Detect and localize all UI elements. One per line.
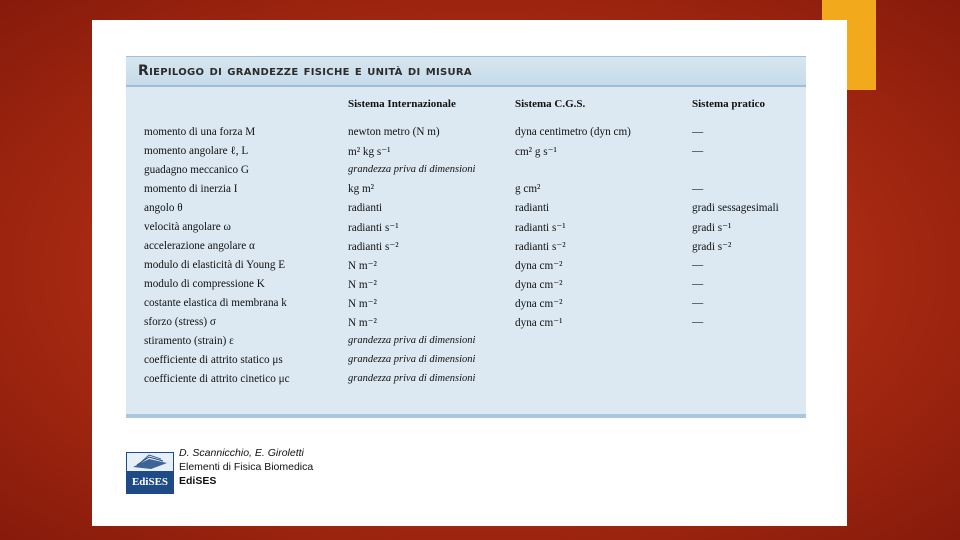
publisher-name: EdiSES (179, 475, 217, 487)
quantity-cell: modulo di compressione K (144, 278, 265, 290)
quantity-cell: coefficiente di attrito cinetico μc (144, 373, 290, 385)
table-row (126, 202, 806, 221)
publisher-block (126, 446, 426, 496)
practical-cell: gradi s⁻² (692, 241, 732, 253)
logo-label: EdiSES (127, 471, 173, 493)
book-title: Elementi di Fisica Biomedica (179, 461, 314, 473)
table-row (126, 183, 806, 202)
si-cell: radianti s⁻¹ (348, 222, 399, 234)
table-body (126, 126, 806, 392)
quantity-cell: accelerazione angolare α (144, 240, 255, 252)
book-icon (127, 453, 173, 471)
table-row (126, 221, 806, 240)
cgs-cell: g cm² (515, 183, 541, 195)
cgs-cell: dyna centimetro (dyn cm) (515, 126, 631, 138)
si-cell: grandezza priva di dimensioni (348, 335, 476, 346)
practical-cell: — (692, 316, 704, 328)
cgs-cell: dyna cm⁻² (515, 298, 563, 310)
quantity-cell: velocità angolare ω (144, 221, 231, 233)
practical-cell: gradi s⁻¹ (692, 222, 732, 234)
quantity-cell: coefficiente di attrito statico μs (144, 354, 283, 366)
quantity-cell: momento angolare ℓ, L (144, 145, 249, 157)
table-row (126, 259, 806, 278)
summary-table (126, 56, 806, 418)
slide-content (92, 20, 847, 526)
table-row (126, 316, 806, 335)
table-row (126, 240, 806, 259)
practical-cell: — (692, 297, 704, 309)
table-row (126, 164, 806, 183)
table-row (126, 278, 806, 297)
si-cell: N m⁻² (348, 317, 377, 329)
table-row (126, 297, 806, 316)
si-cell: grandezza priva di dimensioni (348, 354, 476, 365)
quantity-cell: momento di inerzia I (144, 183, 238, 195)
si-cell: N m⁻² (348, 260, 377, 272)
quantity-cell: stiramento (strain) ε (144, 335, 234, 347)
cgs-cell: radianti s⁻² (515, 241, 566, 253)
edises-logo (126, 452, 174, 494)
quantity-cell: momento di una forza M (144, 126, 256, 138)
table-row (126, 335, 806, 354)
practical-cell: — (692, 259, 704, 271)
column-header-practical: Sistema pratico (692, 98, 766, 110)
si-cell: N m⁻² (348, 298, 377, 310)
column-header-si: Sistema Internazionale (348, 98, 456, 110)
table-row (126, 373, 806, 392)
table-row (126, 126, 806, 145)
cgs-cell: radianti s⁻¹ (515, 222, 566, 234)
quantity-cell: costante elastica di membrana k (144, 297, 287, 309)
quantity-cell: guadagno meccanico G (144, 164, 249, 176)
si-cell: N m⁻² (348, 279, 377, 291)
practical-cell: — (692, 126, 704, 138)
practical-cell: — (692, 278, 704, 290)
cgs-cell: cm² g s⁻¹ (515, 146, 557, 158)
si-cell: grandezza priva di dimensioni (348, 373, 476, 384)
si-cell: newton metro (N m) (348, 126, 440, 138)
quantity-cell: sforzo (stress) σ (144, 316, 216, 328)
si-cell: grandezza priva di dimensioni (348, 164, 476, 175)
cgs-cell: dyna cm⁻² (515, 260, 563, 272)
si-cell: radianti (348, 202, 383, 214)
authors: D. Scannicchio, E. Giroletti (179, 447, 304, 459)
table-title: Riepilogo di grandezze fisiche e unità di misura (126, 56, 806, 87)
cgs-cell: radianti (515, 202, 550, 214)
practical-cell: — (692, 145, 704, 157)
publisher-info (179, 446, 313, 488)
table-row (126, 145, 806, 164)
practical-cell: gradi sessagesimali (692, 202, 779, 214)
si-cell: radianti s⁻² (348, 241, 399, 253)
table-row (126, 354, 806, 373)
quantity-cell: angolo θ (144, 202, 183, 214)
quantity-cell: modulo di elasticità di Young E (144, 259, 286, 271)
cgs-cell: dyna cm⁻¹ (515, 317, 563, 329)
si-cell: kg m² (348, 183, 375, 195)
column-header-cgs: Sistema C.G.S. (515, 98, 586, 110)
practical-cell: — (692, 183, 704, 195)
si-cell: m² kg s⁻¹ (348, 146, 391, 158)
cgs-cell: dyna cm⁻² (515, 279, 563, 291)
